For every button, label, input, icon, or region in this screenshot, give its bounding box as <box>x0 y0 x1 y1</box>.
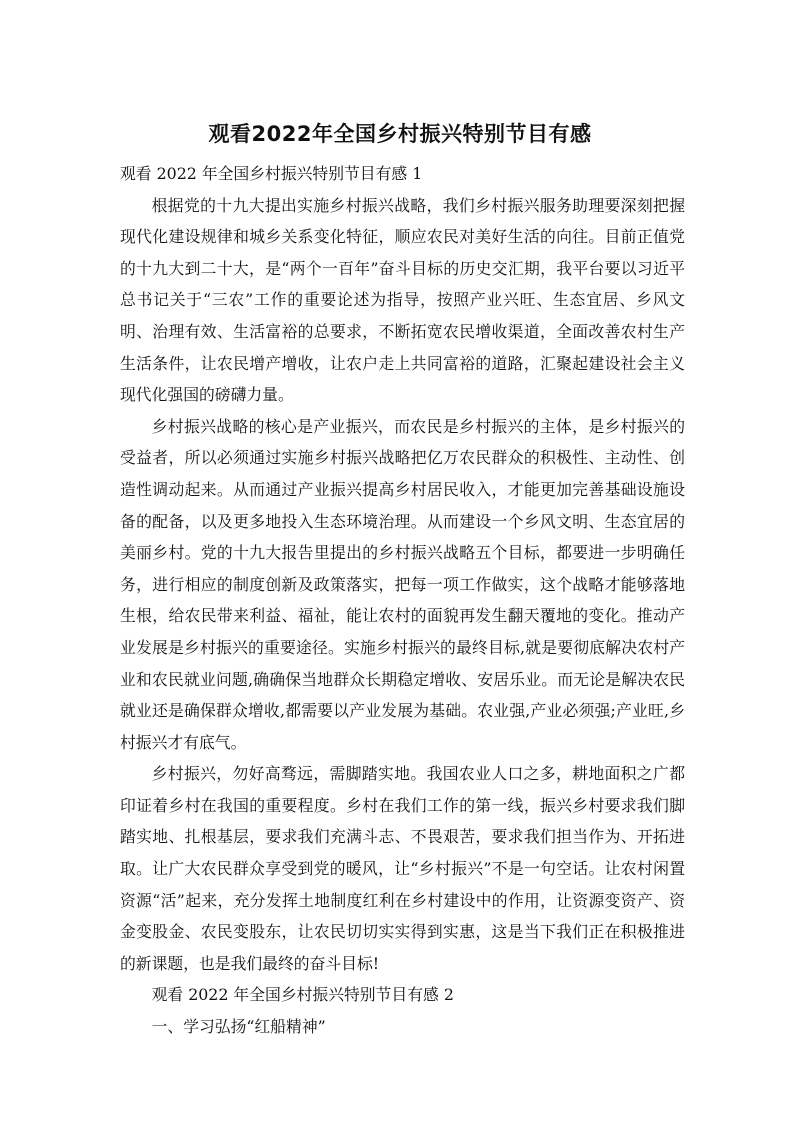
section-heading-1: 观看 2022 年全国乡村振兴特别节目有感 1 <box>120 164 423 183</box>
document-body <box>120 158 685 1043</box>
section-heading-2: 观看 2022 年全国乡村振兴特别节目有感 2 <box>151 985 454 1005</box>
paragraph-3: 乡村振兴，勿好高骛远，需脚踏实地。我国农业人口之多，耕地面积之广都印证着乡村在我国的重要程度。乡村在我们工作的第一线，振兴乡村要求我们脚踏实地、扎根基层，要求我们充满斗志、不畏艰苦，要求我们担当作为、开拓进取。让广大农民群众享受到党的暖风，让“乡村振兴”不是一句空话。让农村闲置资源“活”起来，充分发挥土地制度红利在乡村建设中的作用，让资源变资产、资金变股金、农民变股东，让农民切切实实得到实惠，这是当下我们正在积极推进的新课题，也是我们最终的奋斗目标! <box>120 764 685 973</box>
subsection-heading-1: 一、学习弘扬“红船精神” <box>151 1017 326 1037</box>
paragraph-2: 乡村振兴战略的核心是产业振兴，而农民是乡村振兴的主体，是乡村振兴的受益者，所以必须通过实施乡村振兴战略把亿万农民群众的积极性、主动性、创造性调动起来。从而通过产业振兴提高乡村居民收入，才能更加完善基础设施设备的配备，以及更多地投入生态环境治理。从而建设一个乡风文明、生态宜居的美丽乡村。党的十九大报告里提出的乡村振兴战略五个目标，都要进一步明确任务，进行相应的制度创新及政策落实，把每一项工作做实，这个战略才能够落地生根，给农民带来利益、福祉，能让农村的面貌再发生翻天覆地的变化。推动产业发展是乡村振兴的重要途径。实施乡村振兴的最终目标,就是要彻底解决农村产业和农民就业问题,确确保当地群众长期稳定增收、安居乐业。而无论是解决农民就业还是确保群众增收,都需要以产业发展为基础。农业强,产业必须强;产业旺,乡村振兴才有底气。 <box>120 416 685 752</box>
document-title: 观看2022年全国乡村振兴特别节目有感 <box>208 122 592 146</box>
paragraph-1: 根据党的十九大提出实施乡村振兴战略，我们乡村振兴服务助理要深刻把握现代化建设规律和城乡关系变化特征，顺应农民对美好生活的向往。目前正值党的十九大到二十大，是“两个一百年”奋斗目标的历史交汇期，我平台要以习近平总书记关于“三农”工作的重要论述为指导，按照产业兴旺、生态宜居、乡风文明、治理有效、生活富裕的总要求，不断拓宽农民增收渠道，全面改善农村生产生活条件，让农民增产增收，让农户走上共同富裕的道路，汇聚起建设社会主义现代化强国的磅礴力量。 <box>120 195 685 405</box>
